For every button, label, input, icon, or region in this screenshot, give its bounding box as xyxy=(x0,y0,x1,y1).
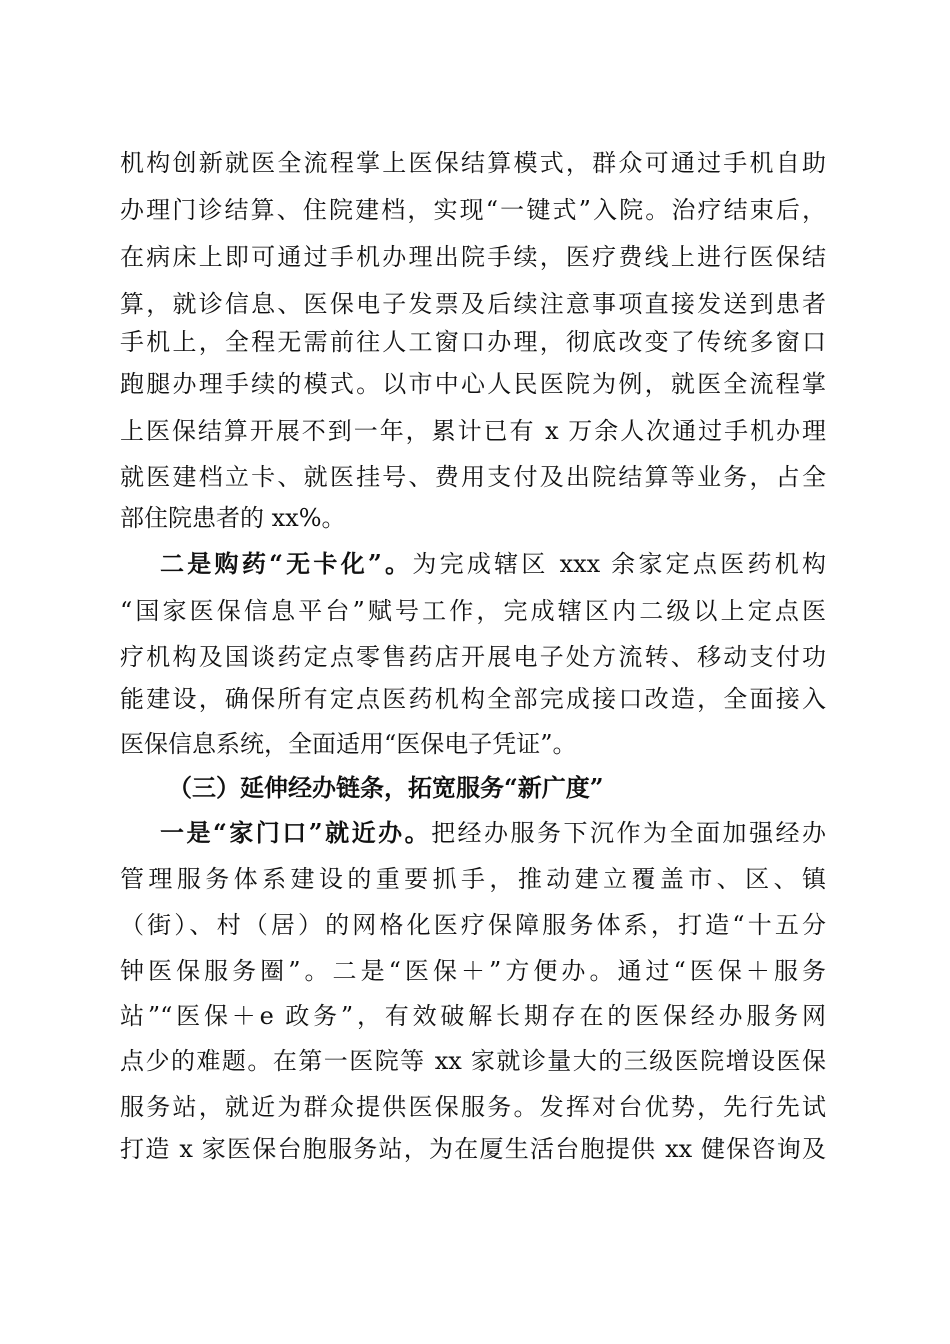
paragraph-lead: 一是“家门口”就近办。 xyxy=(160,818,432,847)
text-line: 能建设，确保所有定点医药机构全部完成接口改造，全面接入 xyxy=(120,685,826,713)
paragraph-first-rest: 把经办服务下沉作为全面加强经办 xyxy=(431,819,826,847)
text-line: 跑腿办理手续的模式。以市中心人民医院为例，就医全流程掌 xyxy=(120,370,826,398)
text-line: 打造 x 家医保台胞服务站，为在厦生活台胞提供 xx 健保咨询及 xyxy=(120,1135,826,1163)
text-line: 手机上，全程无需前往人工窗口办理，彻底改变了传统多窗口 xyxy=(120,328,826,356)
text-line: 医保信息系统，全面适用“医保电子凭证”。 xyxy=(120,730,577,758)
text-line: 点少的难题。在第一医院等 xx 家就诊量大的三级医院增设医保 xyxy=(120,1047,826,1075)
text-line: 钟医保服务圈”。二是“医保＋”方便办。通过“医保＋服务 xyxy=(120,957,826,985)
text-line: 疗机构及国谈药定点零售药店开展电子处方流转、移动支付功 xyxy=(120,643,826,671)
paragraph-first-rest: 为完成辖区 xxx 余家定点医药机构 xyxy=(412,550,826,578)
text-line: 算，就诊信息、医保电子发票及后续注意事项直接发送到患者 xyxy=(120,290,826,318)
text-line: （街）、村（居）的网格化医疗保障服务体系，打造“十五分 xyxy=(120,911,826,939)
paragraph-first-line xyxy=(160,544,826,584)
text-line: 在病床上即可通过手机办理出院手续，医疗费线上进行医保结 xyxy=(120,243,826,271)
paragraph-lead: 二是购药“无卡化”。 xyxy=(160,549,413,578)
text-line: “国家医保信息平台”赋号工作，完成辖区内二级以上定点医 xyxy=(120,597,826,625)
paragraph-first-line xyxy=(160,813,826,853)
text-line: 就医建档立卡、就医挂号、费用支付及出院结算等业务，占全 xyxy=(120,463,826,491)
text-line: 服务站，就近为群众提供医保服务。发挥对台优势，先行先试 xyxy=(120,1093,826,1121)
text-line: 部住院患者的 xx%。 xyxy=(120,504,346,532)
section-heading: （三）延伸经办链条，拓宽服务“新广度” xyxy=(168,773,604,802)
text-line: 机构创新就医全流程掌上医保结算模式，群众可通过手机自助 xyxy=(120,149,826,177)
text-line: 上医保结算开展不到一年，累计已有 x 万余人次通过手机办理 xyxy=(120,417,826,445)
text-line: 办理门诊结算、住院建档，实现“一键式”入院。治疗结束后， xyxy=(120,196,826,224)
text-line: 管理服务体系建设的重要抓手，推动建立覆盖市、区、镇 xyxy=(120,865,826,893)
text-line: 站”“医保＋e 政务”，有效破解长期存在的医保经办服务网 xyxy=(120,1002,826,1030)
